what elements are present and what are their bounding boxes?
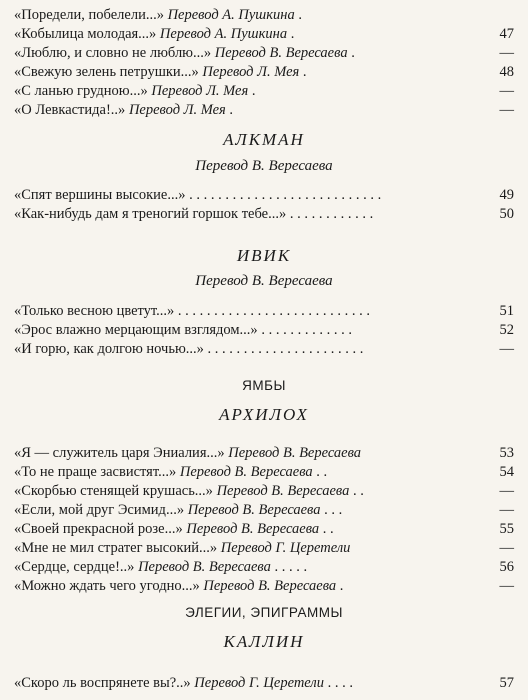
page-number: 56 (499, 559, 514, 575)
author-heading: АРХИЛОХ (219, 405, 309, 424)
page-number: 48 (499, 64, 514, 80)
entry-translator: Перевод А. Пушкина (159, 26, 288, 42)
page-number: — (499, 102, 514, 118)
toc-entry: «Люблю, и словно не люблю...» Перевод В. Вересаева . — (14, 45, 514, 61)
toc-entry (14, 539, 514, 558)
entry-title: «Мне не мил стратег высокий...» (14, 540, 218, 556)
entry-title: «С ланью грудною...» (14, 83, 148, 99)
toc-entry: «Как-нибудь дам я треногий горшок тебе...» . . . . . . . . . . . . 50 (14, 206, 514, 222)
toc-entry: «Скорбью стенящей крушась...» Перевод В. Вересаева . . — (14, 483, 514, 499)
entry-title: «О Левкастида!..» (14, 102, 126, 118)
page-number: — (499, 483, 514, 499)
entry-translator: Перевод Г. Церетели (194, 675, 324, 691)
entry-title: «То не праще засвистят...» (14, 464, 177, 480)
entry-title: «Если, мой друг Эсимид...» (14, 502, 185, 518)
entry-title: «Скоро ль воспрянете вы?..» (14, 675, 191, 691)
toc-entry: «Эрос влажно мерцающим взглядом...» . . . . . . . . . . . . . 52 (14, 322, 514, 338)
toc-entry: «Можно ждать чего угодно...» Перевод В. Вересаева . — (14, 578, 514, 594)
entry-title: «Я — служитель царя Эниалия...» (14, 445, 225, 461)
page-number: — (499, 83, 514, 99)
page-number: 47 (499, 26, 514, 42)
toc-entry: «Только весною цветут...» . . . . . . . . . . . . . . . . . . . . . . . . . . . 51 (14, 303, 514, 319)
entry-translator: Перевод В. Вересаева (186, 521, 320, 537)
entry-translator: Перевод А. Пушкина (167, 7, 295, 23)
page-number: — (499, 45, 514, 61)
entry-title: «Люблю, и словно не люблю...» (14, 45, 212, 61)
page-number: — (499, 578, 514, 594)
entry-title: «Скорбью стенящей крушась...» (14, 483, 213, 499)
entry-title: «Кобылица молодая...» (14, 26, 157, 42)
page-number: — (499, 341, 514, 357)
entry-translator: Перевод В. Вересаева (187, 502, 321, 518)
entry-title: «Только весною цветут...» (14, 303, 175, 319)
author-heading: АЛКМАН (223, 130, 305, 149)
entry-translator: Перевод Г. Церетели (220, 540, 351, 556)
page-number: 57 (499, 675, 514, 691)
entry-translator: Перевод В. Вересаева (216, 483, 350, 499)
toc-entry: «И горю, как долгою ночью...» . . . . . . . . . . . . . . . . . . . . . . — (14, 341, 514, 357)
toc-entry: «Свежую зелень петрушки...» Перевод Л. Мея . 48 (14, 64, 514, 80)
entry-translator: Перевод Л. Мея (151, 83, 249, 99)
entry-translator: Перевод В. Вересаева (214, 45, 348, 61)
toc-entry: «Поредели, побелели...» Перевод А. Пушкина . (14, 7, 302, 23)
entry-translator: Перевод В. Вересаева (138, 559, 271, 575)
page-number: 55 (499, 521, 514, 537)
toc-entry: «С ланью грудною...» Перевод Л. Мея . — (14, 83, 514, 99)
toc-entry (14, 444, 514, 463)
page-number: 51 (499, 303, 514, 319)
toc-entry: «О Левкастида!..» Перевод Л. Мея . — (14, 102, 514, 118)
toc-entry: «Своей прекрасной розе...» Перевод В. Вересаева . . 55 (14, 521, 514, 537)
entry-translator: Перевод В. Вересаева (179, 464, 313, 480)
entry-title: «Свежую зелень петрушки...» (14, 64, 199, 80)
entry-title: «Как-нибудь дам я треногий горшок тебе...» (14, 206, 287, 222)
toc-entry: «Если, мой друг Эсимид...» Перевод В. Вересаева . . . — (14, 502, 514, 518)
page-number: 50 (499, 206, 514, 222)
entry-title: «Эрос влажно мерцающим взглядом...» (14, 322, 258, 338)
entry-title: «Поредели, побелели...» (14, 7, 164, 23)
entry-translator: Перевод Л. Мея (202, 64, 300, 80)
page-number: — (499, 502, 514, 518)
section-heading: ЯМБЫ (242, 378, 286, 393)
author-heading: КАЛЛИН (223, 632, 305, 651)
toc-entry: «Скоро ль воспрянете вы?..» Перевод Г. Церетели . . . . 57 (14, 675, 514, 691)
page-number: — (499, 540, 514, 556)
toc-entry: «Кобылица молодая...» Перевод А. Пушкина . 47 (14, 26, 514, 42)
entry-translator: Перевод В. Вересаева (203, 578, 337, 594)
toc-entry: «То не праще засвистят...» Перевод В. Вересаева . . 54 (14, 464, 514, 480)
page-number: 53 (499, 445, 514, 461)
entry-title: «Спят вершины высокие...» (14, 187, 186, 203)
entry-title: «И горю, как долгою ночью...» (14, 341, 204, 357)
section-heading: ЭЛЕГИИ, ЭПИГРАММЫ (185, 605, 343, 620)
author-heading: ИВИК (236, 246, 292, 265)
entry-translator: Перевод Л. Мея (128, 102, 226, 118)
page-number: 49 (499, 187, 514, 203)
page-number: 52 (499, 322, 514, 338)
entry-title: «Сердце, сердце!..» (14, 559, 135, 575)
author-translator: Перевод В. Вересаева (195, 273, 333, 289)
toc-entry: «Спят вершины высокие...» . . . . . . . . . . . . . . . . . . . . . . . . . . . 49 (14, 187, 514, 203)
entry-title: «Можно ждать чего угодно...» (14, 578, 200, 594)
page-number: 54 (499, 464, 514, 480)
author-translator: Перевод В. Вересаева (195, 158, 333, 174)
toc-entry: «Сердце, сердце!..» Перевод В. Вересаева . . . . . 56 (14, 559, 514, 575)
entry-translator: Перевод В. Вересаева (228, 445, 362, 461)
entry-title: «Своей прекрасной розе...» (14, 521, 183, 537)
